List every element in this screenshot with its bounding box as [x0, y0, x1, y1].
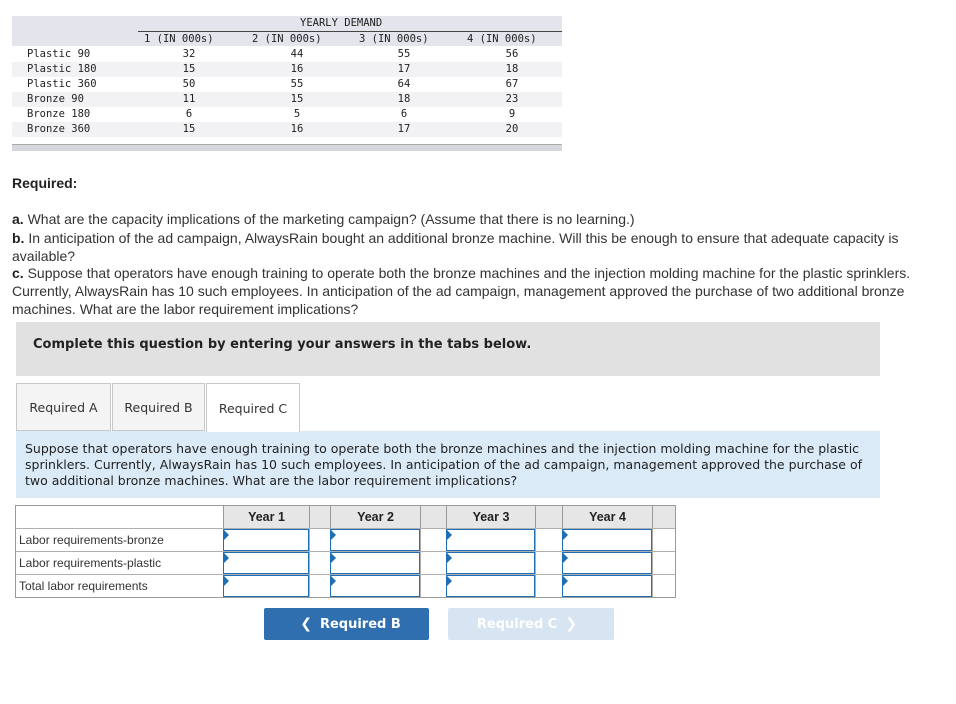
demand-cell: 16 [290, 63, 304, 75]
demand-cell: 15 [182, 63, 196, 75]
input-plastic-year-2[interactable] [330, 552, 420, 574]
question-a-label: a. [12, 211, 24, 227]
grid-header-spacer [420, 506, 446, 528]
demand-col-header-2: 2 (IN 000s) [252, 33, 322, 45]
demand-cell: 44 [290, 48, 304, 60]
active-tab-prompt-text: Suppose that operators have enough training to operate both the bronze machines and the injection molding machine for the plastic sprinklers. Currently, AlwaysRain has 10 such employees. In anticipation of the ad campaign, management approved the purchase of two additional bronze machines. What are the labor requirement implications? [25, 441, 862, 488]
chevron-right-icon: ❯ [565, 616, 578, 632]
grid-header-year-3: Year 3 [446, 506, 535, 528]
row-label-total-labor: Total labor requirements [19, 579, 148, 593]
input-bronze-year-4[interactable] [562, 529, 652, 551]
demand-col-header-3: 3 (IN 000s) [359, 33, 429, 45]
question-b [12, 229, 942, 265]
demand-cell: 55 [397, 48, 411, 60]
input-plastic-year-3[interactable] [446, 552, 535, 574]
demand-cell: 16 [290, 123, 304, 135]
tab-required-a[interactable]: Required A [16, 383, 111, 431]
demand-row [12, 47, 562, 62]
demand-col-header-1: 1 (IN 000s) [144, 33, 214, 45]
demand-row-label: Plastic 90 [27, 48, 91, 60]
demand-cell: 6 [400, 108, 408, 120]
demand-row [12, 122, 562, 137]
grid-header-year-2: Year 2 [330, 506, 420, 528]
grid-header-spacer [309, 506, 330, 528]
demand-cell: 5 [293, 108, 301, 120]
grid-col-divider [535, 528, 536, 597]
labor-requirements-grid [15, 505, 676, 598]
grid-col-divider [420, 528, 421, 597]
previous-button-label: Required B [319, 616, 401, 632]
demand-cell: 18 [397, 93, 411, 105]
demand-row [12, 62, 562, 77]
demand-cell: 67 [505, 78, 519, 90]
input-bronze-year-2[interactable] [330, 529, 420, 551]
input-plastic-year-1[interactable] [223, 552, 309, 574]
input-bronze-year-3[interactable] [446, 529, 535, 551]
demand-row-label: Plastic 180 [27, 63, 97, 75]
next-button-label: Required C [476, 616, 558, 632]
grid-corner-cell [16, 506, 223, 528]
grid-header-year-1: Year 1 [223, 506, 309, 528]
active-tab-prompt [16, 431, 880, 498]
previous-required-b-button[interactable] [264, 608, 429, 640]
grid-header-spacer [535, 506, 562, 528]
grid-col-divider [309, 528, 310, 597]
chevron-left-icon: ❮ [300, 616, 312, 632]
input-total-year-3[interactable] [446, 575, 535, 597]
demand-cell: 9 [508, 108, 516, 120]
required-heading: Required: [12, 175, 78, 191]
tab-required-c[interactable]: Required C [206, 383, 300, 432]
demand-cell: 17 [397, 63, 411, 75]
demand-cell: 55 [290, 78, 304, 90]
question-c [12, 264, 942, 318]
demand-row-label: Plastic 360 [27, 78, 97, 90]
demand-row [12, 92, 562, 107]
input-total-year-4[interactable] [562, 575, 652, 597]
question-a-text: What are the capacity implications of the marketing campaign? (Assume that there is no learning.) [23, 211, 635, 227]
row-label-labor-plastic: Labor requirements-plastic [19, 556, 162, 570]
question-b-text: In anticipation of the ad campaign, AlwaysRain bought an additional bronze machine. Will this be enough to ensure that adequate capacity is available? [12, 230, 899, 264]
demand-cell: 15 [290, 93, 304, 105]
question-c-label: c. [12, 265, 24, 281]
demand-cell: 20 [505, 123, 519, 135]
demand-cell: 15 [182, 123, 196, 135]
demand-header-rule [138, 31, 562, 32]
question-b-label: b. [12, 230, 25, 246]
demand-row [12, 107, 562, 122]
instruction-bar [16, 322, 880, 376]
demand-cell: 18 [505, 63, 519, 75]
demand-row-label: Bronze 90 [27, 93, 84, 105]
question-a [12, 210, 942, 228]
demand-table-footer [12, 144, 562, 151]
demand-cell: 64 [397, 78, 411, 90]
instruction-text: Complete this question by entering your answers in the tabs below. [33, 337, 532, 352]
input-total-year-2[interactable] [330, 575, 420, 597]
question-c-text: Suppose that operators have enough training to operate both the bronze machines and the injection molding machine for the plastic sprinklers. Currently, AlwaysRain has 10 such employees. In anticipation of the ad campaign, management approved the purchase of two additional bronze machines. What are the labor requirement implications? [12, 265, 911, 317]
grid-header-year-4: Year 4 [562, 506, 652, 528]
demand-col-header-4: 4 (IN 000s) [467, 33, 537, 45]
demand-cell: 17 [397, 123, 411, 135]
input-total-year-1[interactable] [223, 575, 309, 597]
demand-cell: 6 [185, 108, 193, 120]
demand-cell: 23 [505, 93, 519, 105]
demand-cell: 32 [182, 48, 196, 60]
row-label-labor-bronze: Labor requirements-bronze [19, 533, 164, 547]
input-plastic-year-4[interactable] [562, 552, 652, 574]
yearly-demand-table [12, 16, 562, 151]
next-required-c-button [448, 608, 614, 640]
demand-cell: 11 [182, 93, 196, 105]
demand-cell: 50 [182, 78, 196, 90]
grid-col-divider [652, 528, 653, 597]
demand-row [12, 77, 562, 92]
grid-header-spacer [652, 506, 675, 528]
input-bronze-year-1[interactable] [223, 529, 309, 551]
tab-required-b[interactable]: Required B [112, 383, 205, 431]
demand-table-title: YEARLY DEMAND [300, 17, 383, 29]
demand-cell: 56 [505, 48, 519, 60]
demand-row-label: Bronze 360 [27, 123, 91, 135]
demand-row-label: Bronze 180 [27, 108, 91, 120]
